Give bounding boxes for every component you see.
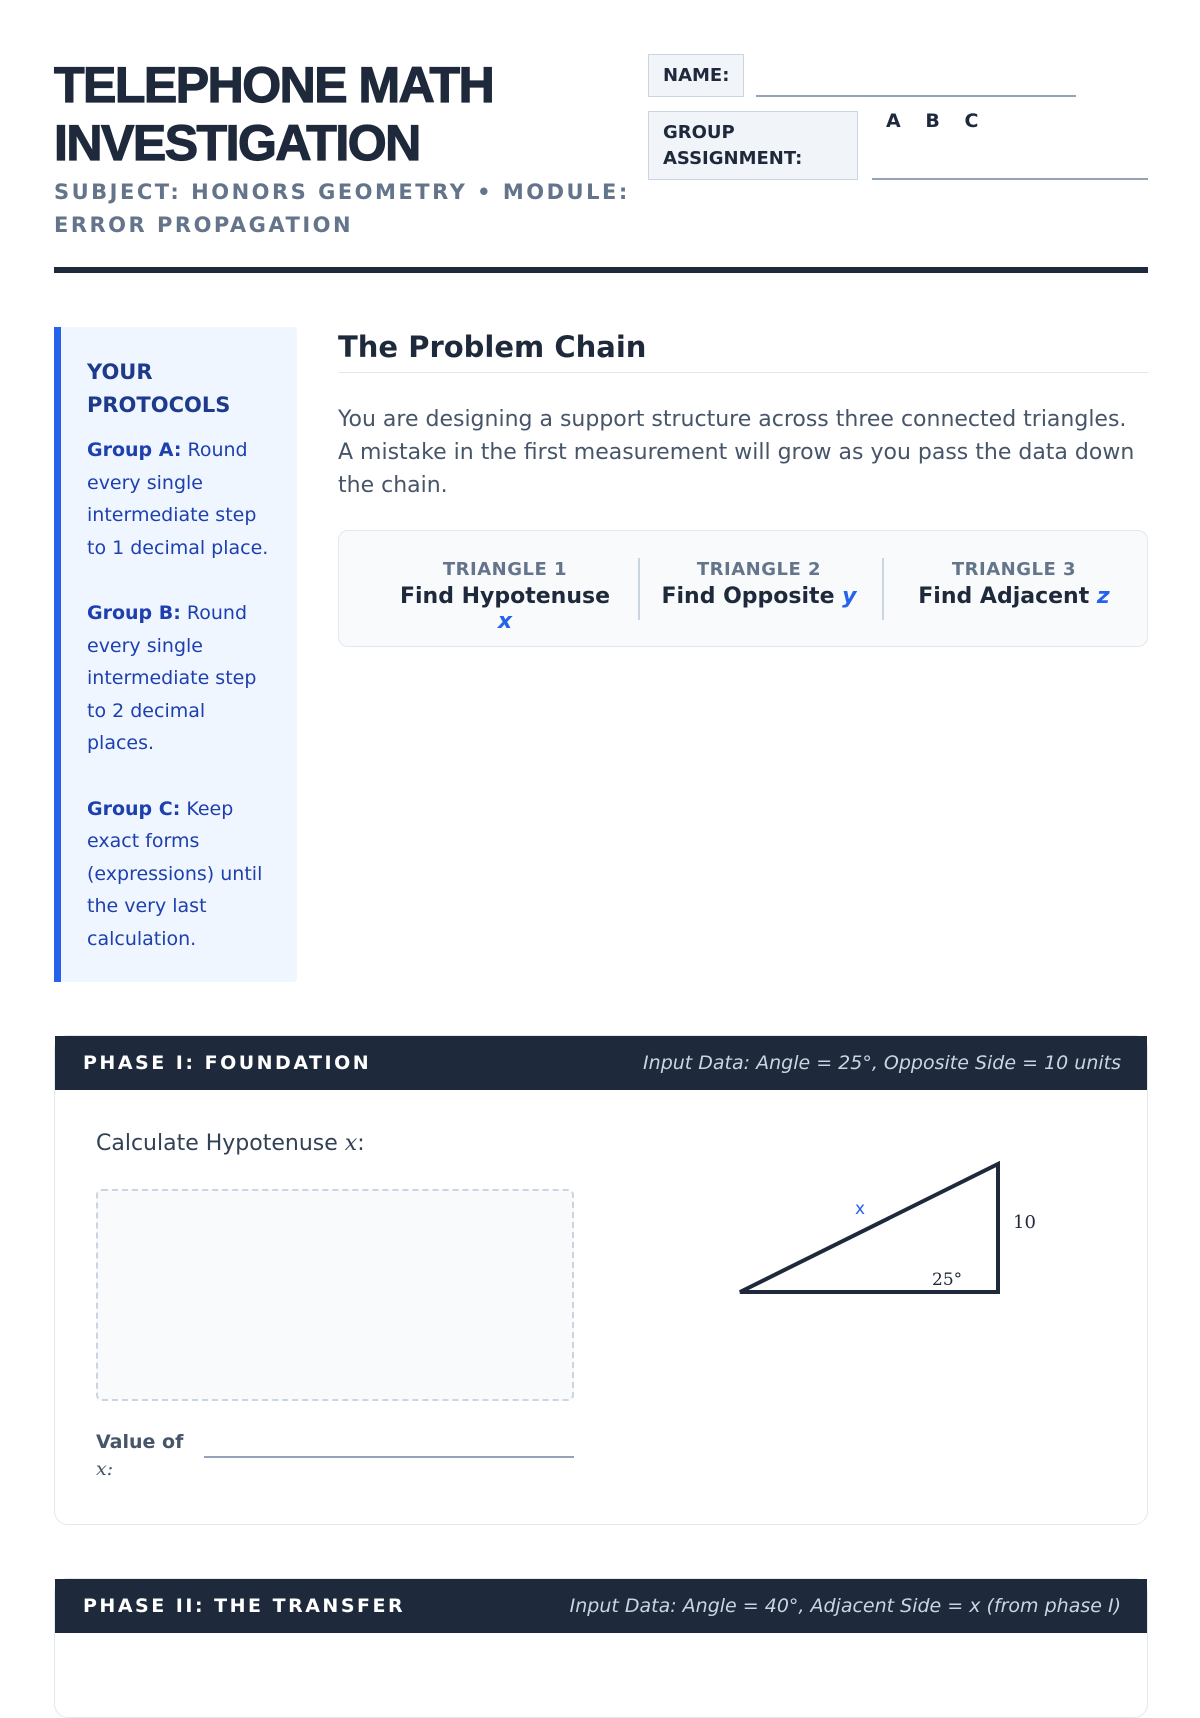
triangle-task-text: Find Opposite xyxy=(661,584,835,609)
triangle-task xyxy=(903,584,1125,609)
triangle-task-text: Find Adjacent xyxy=(918,584,1090,609)
triangle-task xyxy=(393,584,617,634)
group-option-a[interactable]: A xyxy=(886,110,901,132)
phase-1-panel xyxy=(54,1035,1148,1525)
protocol-group-label: Group B: xyxy=(87,602,181,624)
name-field[interactable] xyxy=(756,95,1076,97)
page-subtitle: SUBJECT: HONORS GEOMETRY • MODULE: ERROR PROPAGATION xyxy=(54,180,630,237)
group-assignment-field[interactable] xyxy=(872,178,1148,180)
name-label: NAME: xyxy=(648,54,744,97)
triangle-label: TRIANGLE 2 xyxy=(696,559,822,580)
protocols-sidebar xyxy=(54,327,297,982)
phase-title: PHASE II: THE TRANSFER xyxy=(83,1595,406,1617)
phase-header xyxy=(55,1579,1147,1633)
protocol-group-b xyxy=(87,597,277,760)
protocol-text: Round every single intermediate step to 2 decimal places. xyxy=(87,602,257,754)
value-label: Value of x: xyxy=(96,1431,184,1480)
triangle-label: TRIANGLE 3 xyxy=(951,559,1077,580)
protocol-group-c xyxy=(87,793,277,956)
protocol-text: Keep exact forms (expressions) until the very last calculation. xyxy=(87,797,263,950)
triangle-task xyxy=(661,584,857,609)
protocol-text: Round every single intermediate step to 1 decimal place. xyxy=(87,439,269,559)
header-divider xyxy=(54,267,1148,273)
triangle-divider xyxy=(882,558,884,620)
group-option-b[interactable]: B xyxy=(925,110,940,132)
protocol-group-label: Group C: xyxy=(87,797,181,820)
opposite-side-label: 10 xyxy=(1013,1212,1036,1233)
problem-chain-description: You are designing a support structure across three connected triangles. A mistake in the first measurement will grow as you pass the data down the chain. xyxy=(338,407,1135,498)
phase-input-data: Input Data: Angle = 25°, Opposite Side = 10 units xyxy=(643,1052,1121,1074)
protocol-group-a xyxy=(87,434,277,564)
triangle-label: TRIANGLE 1 xyxy=(442,559,568,580)
triangle-chain-summary xyxy=(338,530,1148,647)
angle-label: 25° xyxy=(932,1270,963,1290)
triangle-divider xyxy=(638,558,640,620)
group-option-c[interactable]: C xyxy=(964,110,979,132)
hypotenuse-label: x xyxy=(855,1199,866,1219)
phase-2-panel xyxy=(54,1578,1148,1718)
phase-input-data: Input Data: Angle = 40°, Adjacent Side = x (from phase I) xyxy=(569,1595,1121,1617)
triangle-variable: x xyxy=(497,609,513,634)
triangle-1-card xyxy=(393,559,617,634)
triangle-2-card xyxy=(661,559,857,609)
calculate-label: Calculate Hypotenuse x: xyxy=(96,1131,365,1156)
problem-chain-title: The Problem Chain xyxy=(338,330,1148,373)
triangle-variable: z xyxy=(1096,584,1110,609)
page-title: TELEPHONE MATH INVESTIGATION xyxy=(54,57,494,171)
triangle-diagram xyxy=(55,1036,1149,1526)
triangle-task-text: Find Hypotenuse xyxy=(399,584,611,609)
triangle-variable: y xyxy=(842,584,857,609)
protocol-group-label: Group A: xyxy=(87,439,182,461)
triangle-3-card xyxy=(903,559,1125,609)
group-options xyxy=(886,110,996,132)
group-assignment-label: GROUP ASSIGNMENT: xyxy=(648,111,858,180)
protocols-heading: YOUR PROTOCOLS xyxy=(87,360,231,417)
phase-title: PHASE I: FOUNDATION xyxy=(83,1052,372,1074)
